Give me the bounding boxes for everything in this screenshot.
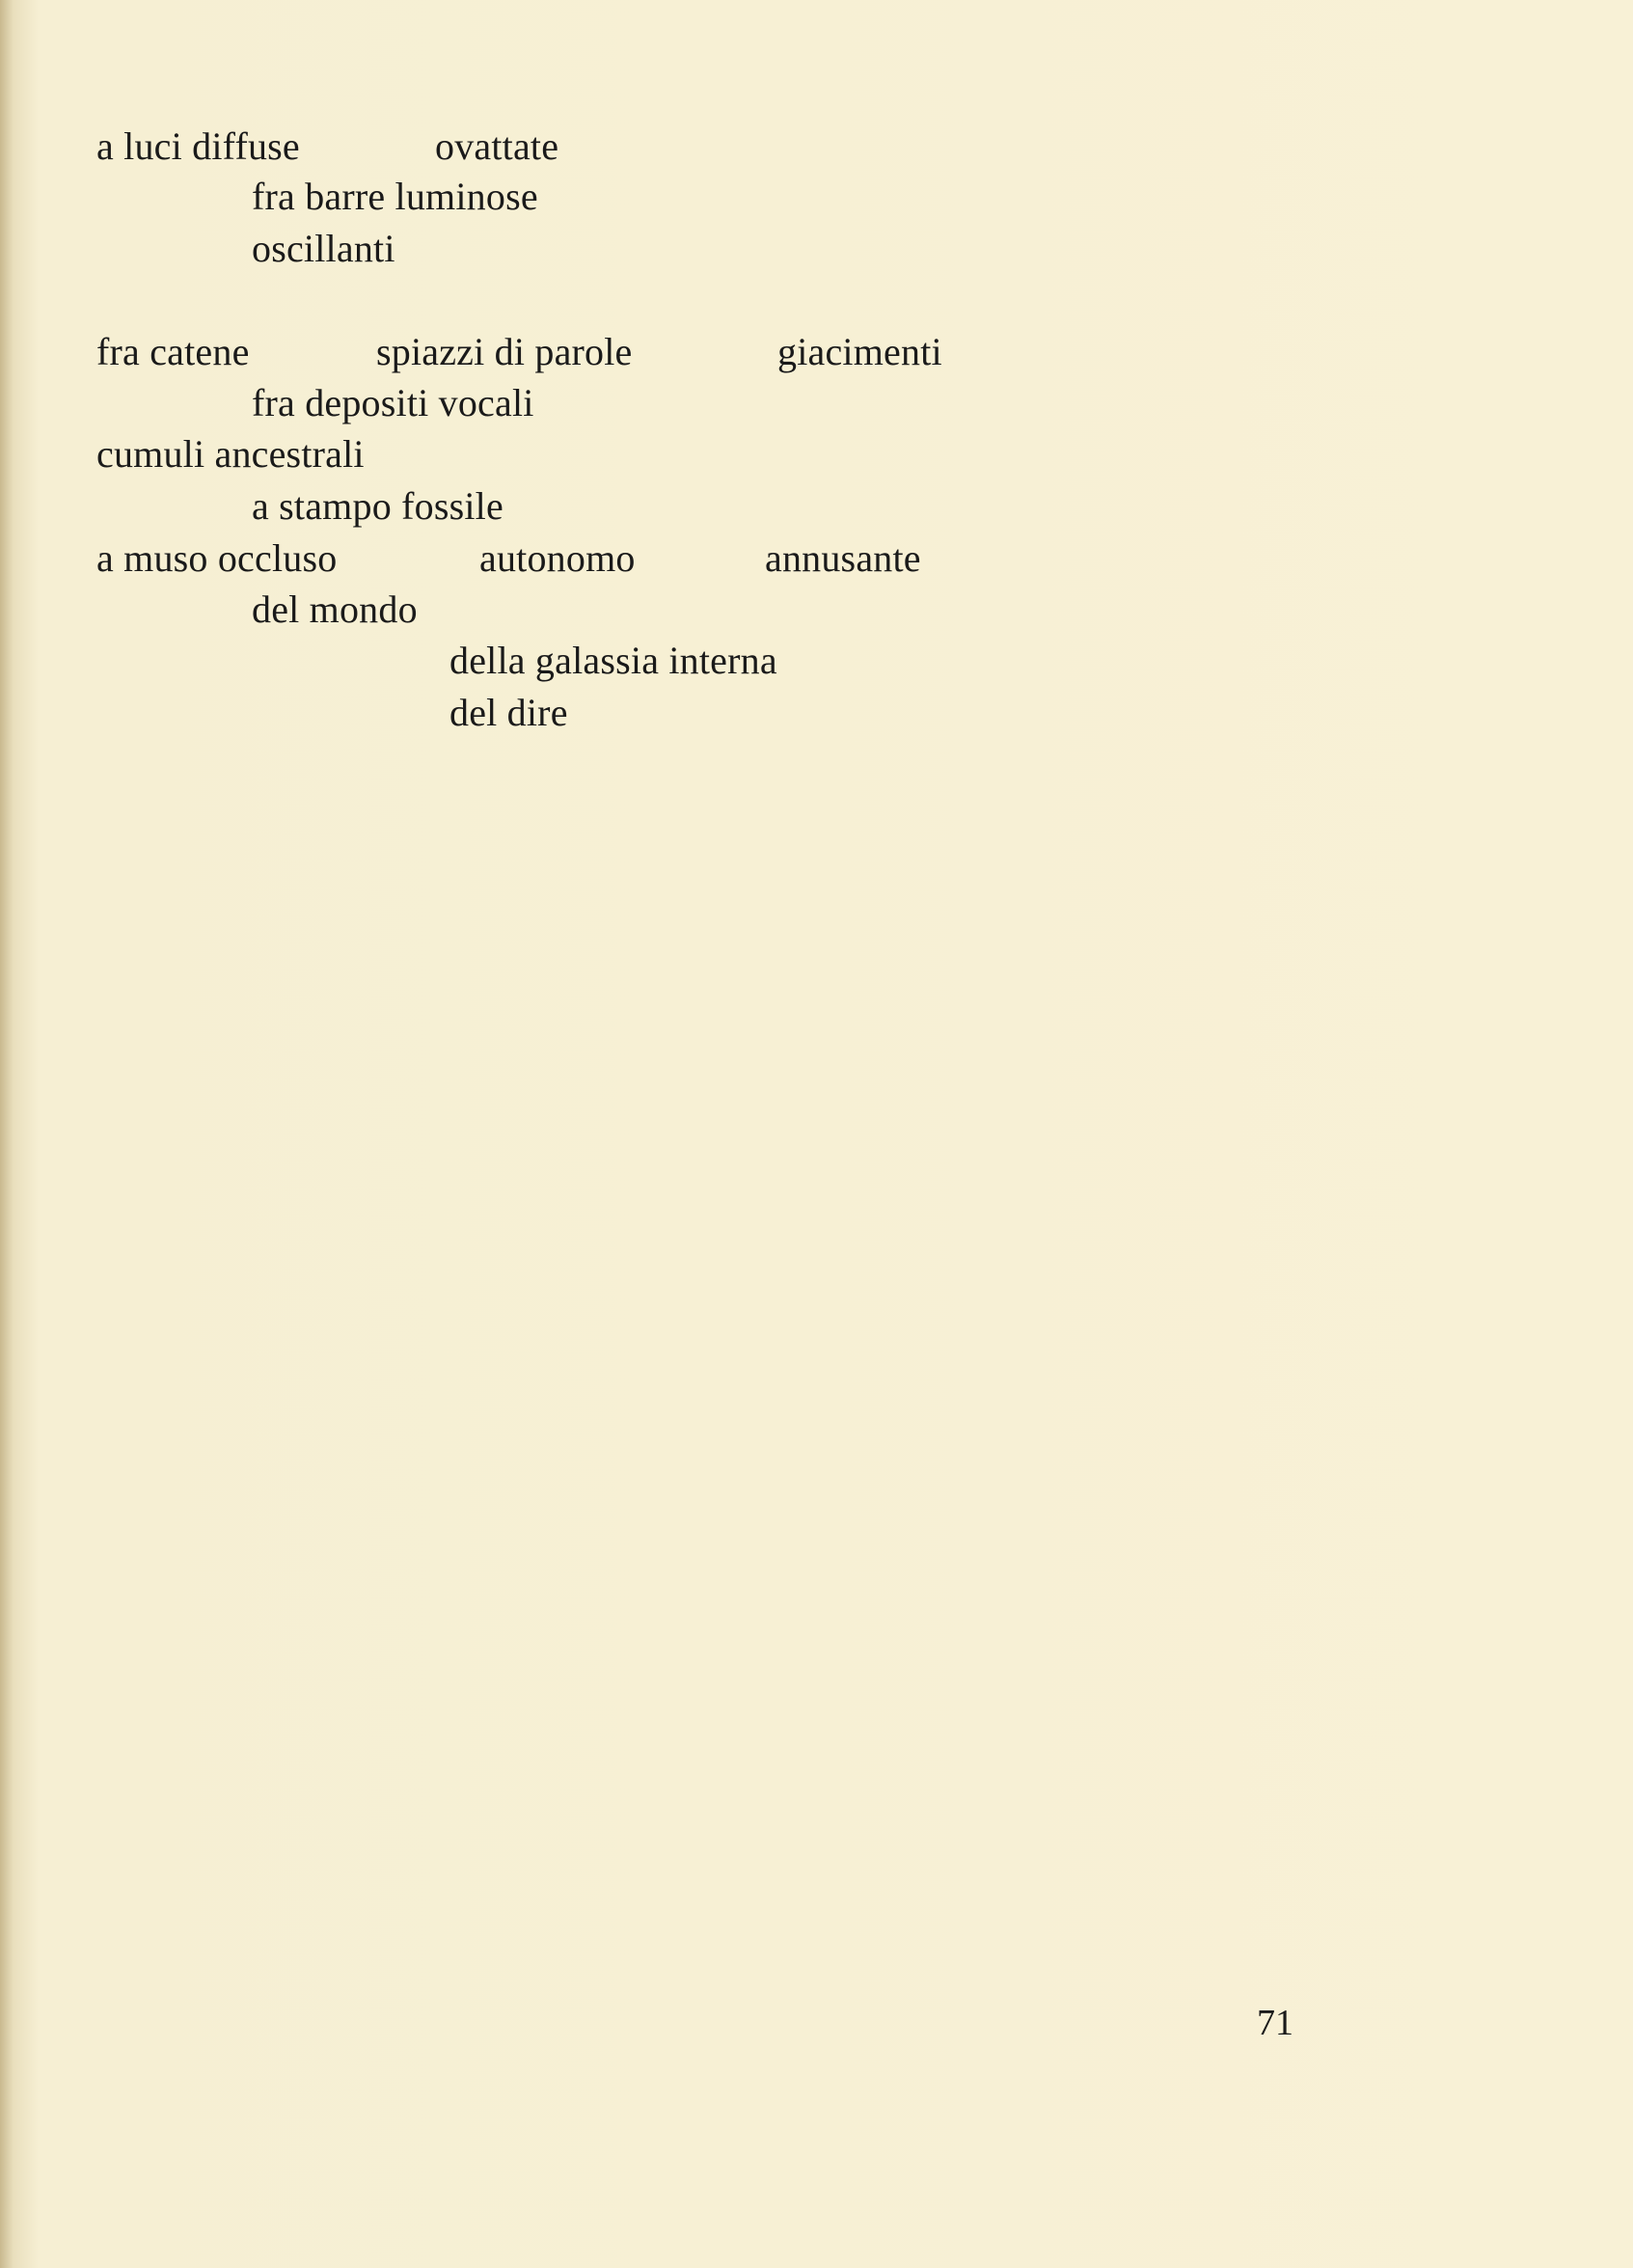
poem-line-7: a stampo fossile: [252, 484, 504, 528]
poem-line-5: fra depositi vocali: [252, 381, 534, 424]
poem-line-8-part-3: annusante: [765, 536, 921, 580]
poem-line-3: oscillanti: [252, 227, 395, 270]
poem-line-8-part-1: a muso occluso: [96, 536, 338, 580]
poem-line-1-part-2: ovattate: [435, 124, 559, 168]
poem-line-4-part-1: fra catene: [96, 330, 250, 373]
poem-line-1-part-1: a luci diffuse: [96, 124, 300, 168]
poem-line-8-part-2: autonomo: [479, 536, 636, 580]
poem-line-6: cumuli ancestrali: [96, 432, 365, 476]
poem-line-4-part-3: giacimenti: [777, 330, 942, 373]
page-number: 71: [1257, 2003, 1293, 2043]
poem-line-2: fra barre luminose: [252, 175, 538, 218]
poem-line-9: del mondo: [252, 587, 418, 631]
poem-line-11: del dire: [449, 691, 568, 734]
poem-line-10: della galassia interna: [449, 639, 777, 682]
poem-line-4-part-2: spiazzi di parole: [376, 330, 633, 373]
